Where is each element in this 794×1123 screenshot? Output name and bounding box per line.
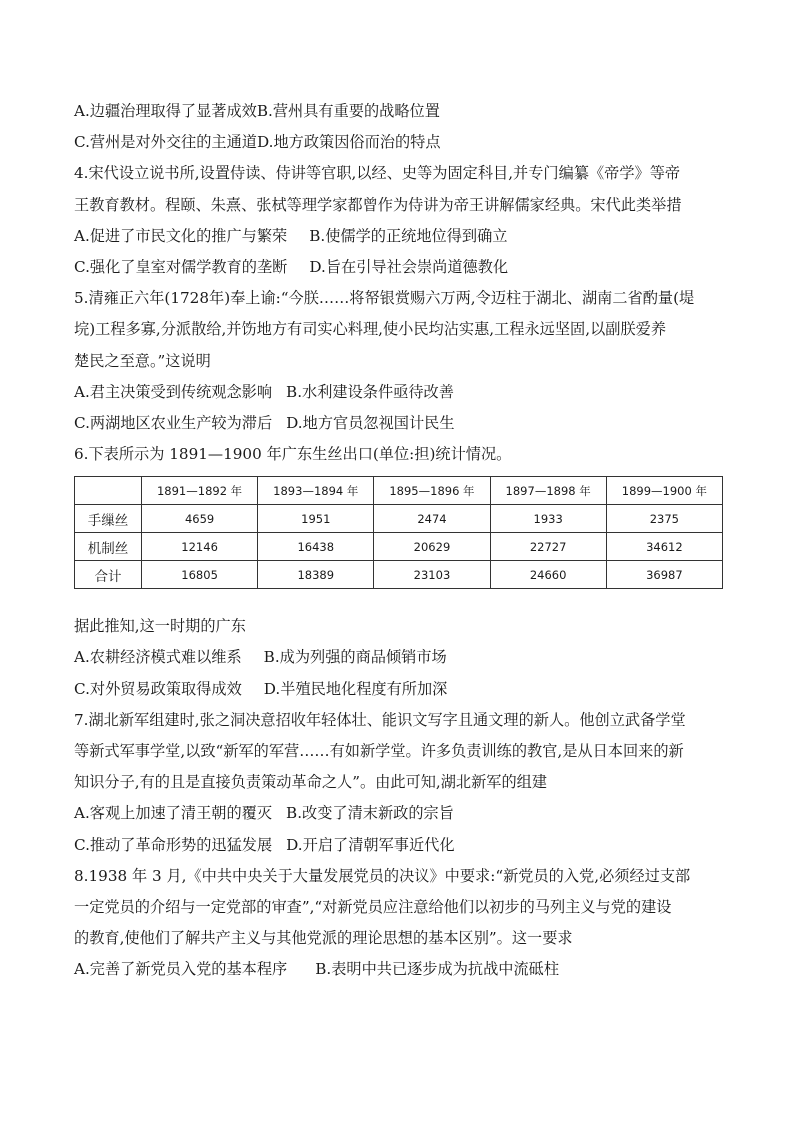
table-cell: 16805 <box>142 561 258 589</box>
q4-stem-line: 4.宋代设立说书所,设置侍读、侍讲等官职,以经、史等为固定科目,并专门编纂《帝学》等帝 <box>74 164 681 183</box>
q4-options-row2 <box>74 252 726 283</box>
q7-stem-line: 7.湖北新军组建时,张之洞决意招收年轻体壮、能识文写字且通文理的新人。他创立武备学堂 <box>74 710 686 729</box>
q8-stem-line: 一定党员的介绍与一定党部的审查”,“对新党员应注意给他们以初步的马列主义与党的建设 <box>74 897 672 916</box>
q8-options-row1 <box>74 954 726 985</box>
table-row-label: 手缫丝 <box>75 505 142 533</box>
exam-page <box>74 96 726 986</box>
table-cell: 12146 <box>142 533 258 561</box>
table-cell: 36987 <box>606 561 722 589</box>
table-cell: 1951 <box>258 505 374 533</box>
q3-option-c: C.营州是对外交往的主通道 <box>74 133 257 152</box>
q3-option-a: A.边疆治理取得了显著成效 <box>74 102 257 120</box>
silk-export-table <box>74 476 723 589</box>
q5-options-row1 <box>74 377 726 408</box>
q7-stem-line: 等新式军事学堂,以致“新军的军营……有如新学堂。许多负责训练的教官,是从日本回来的新 <box>74 742 684 760</box>
q7-option-a: A.客观上加速了清王朝的覆灭 <box>74 804 273 823</box>
table-cell: 22727 <box>490 533 606 561</box>
q8-stem-line: 的教育,使他们了解共产主义与其他党派的理论思想的基本区别”。这一要求 <box>74 929 573 948</box>
table-row-label: 机制丝 <box>75 533 142 561</box>
q4-option-a: A.促进了市民文化的推广与繁荣 <box>74 226 288 245</box>
q5-option-d: D.地方官员忽视国计民生 <box>286 413 455 432</box>
table-cell: 34612 <box>606 533 722 561</box>
table-row <box>75 561 723 589</box>
q6-option-b: B.成为列强的商品倾销市场 <box>263 648 447 667</box>
table-row <box>75 533 723 561</box>
q7-options-row2 <box>74 830 726 861</box>
q5-stem-line: 5.清雍正六年(1728年)奉上谕:“今朕……将帑银赏赐六万两,令迈柱于湖北、湖南二省酌量(堤 <box>74 289 695 308</box>
q5-stem-line: 楚民之至意。”这说明 <box>74 351 211 370</box>
table-cell: 23103 <box>374 561 490 589</box>
q5-option-a: A.君主决策受到传统观念影响 <box>74 382 273 401</box>
table-row-label: 合计 <box>75 561 142 589</box>
q6-options-row2 <box>74 674 726 705</box>
table-cell: 16438 <box>258 533 374 561</box>
q6-option-d: D.半殖民地化程度有所加深 <box>263 679 448 698</box>
q3-option-b: B.营州具有重要的战略位置 <box>256 102 440 120</box>
q6-option-c: C.对外贸易政策取得成效 <box>74 679 242 698</box>
q8-option-a: A.完善了新党员入党的基本程序 <box>74 960 288 979</box>
q8-stem-line: 8.1938 年 3 月,《中共中央关于大量发展党员的决议》中要求:“新党员的入党,必须经过支部 <box>74 866 691 885</box>
q4-options-row1 <box>74 221 726 252</box>
q3-options-row2 <box>74 127 726 158</box>
q5-stem-line: 垸)工程多寡,分派散给,并饬地方有司实心料理,使小民均沾实惠,工程永远坚固,以副朕爱养 <box>74 320 667 339</box>
q7-option-b: B.改变了清末新政的宗旨 <box>286 804 454 823</box>
table-header-cell: 1897—1898 年 <box>490 477 606 505</box>
q7-option-c: C.推动了革命形势的迅猛发展 <box>74 835 273 854</box>
table-header-cell <box>75 477 142 505</box>
q4-option-b: B.使儒学的正统地位得到确立 <box>309 226 508 245</box>
q6-followup: 据此推知,这一时期的广东 <box>74 617 246 636</box>
q5-options-row2 <box>74 408 726 439</box>
q6-option-a: A.农耕经济模式难以维系 <box>74 648 242 667</box>
table-header-row <box>75 477 723 505</box>
table-cell: 20629 <box>374 533 490 561</box>
table-header-cell: 1895—1896 年 <box>374 477 490 505</box>
q3-option-d: D.地方政策因俗而治的特点 <box>256 133 441 152</box>
table-cell: 2375 <box>606 505 722 533</box>
q4-option-c: C.强化了皇室对儒学教育的垄断 <box>74 257 288 276</box>
q3-options-row1 <box>74 96 726 127</box>
table-cell: 18389 <box>258 561 374 589</box>
q5-option-b: B.水利建设条件亟待改善 <box>286 382 454 401</box>
q7-stem-line: 知识分子,有的且是直接负责策动革命之人”。由此可知,湖北新军的组建 <box>74 773 548 792</box>
table-cell: 2474 <box>374 505 490 533</box>
q6-stem-line: 6.下表所示为 1891—1900 年广东生丝出口(单位:担)统计情况。 <box>74 445 512 464</box>
table-header-cell: 1899—1900 年 <box>606 477 722 505</box>
table-header-cell: 1891—1892 年 <box>142 477 258 505</box>
q8-option-b: B.表明中共已逐步成为抗战中流砥柱 <box>315 960 560 979</box>
q4-stem-line: 王教育教材。程颐、朱熹、张栻等理学家都曾作为侍讲为帝王讲解儒家经典。宋代此类举措 <box>74 195 682 214</box>
table-row <box>75 505 723 533</box>
table-cell: 24660 <box>490 561 606 589</box>
q7-options-row1 <box>74 798 726 829</box>
q7-option-d: D.开启了清朝军事近代化 <box>286 835 455 854</box>
table-cell: 1933 <box>490 505 606 533</box>
table-header-cell: 1893—1894 年 <box>258 477 374 505</box>
q6-options-row1 <box>74 642 726 673</box>
q5-option-c: C.两湖地区农业生产较为滞后 <box>74 413 273 432</box>
table-cell: 4659 <box>142 505 258 533</box>
q4-option-d: D.旨在引导社会崇尚道德教化 <box>309 257 509 276</box>
